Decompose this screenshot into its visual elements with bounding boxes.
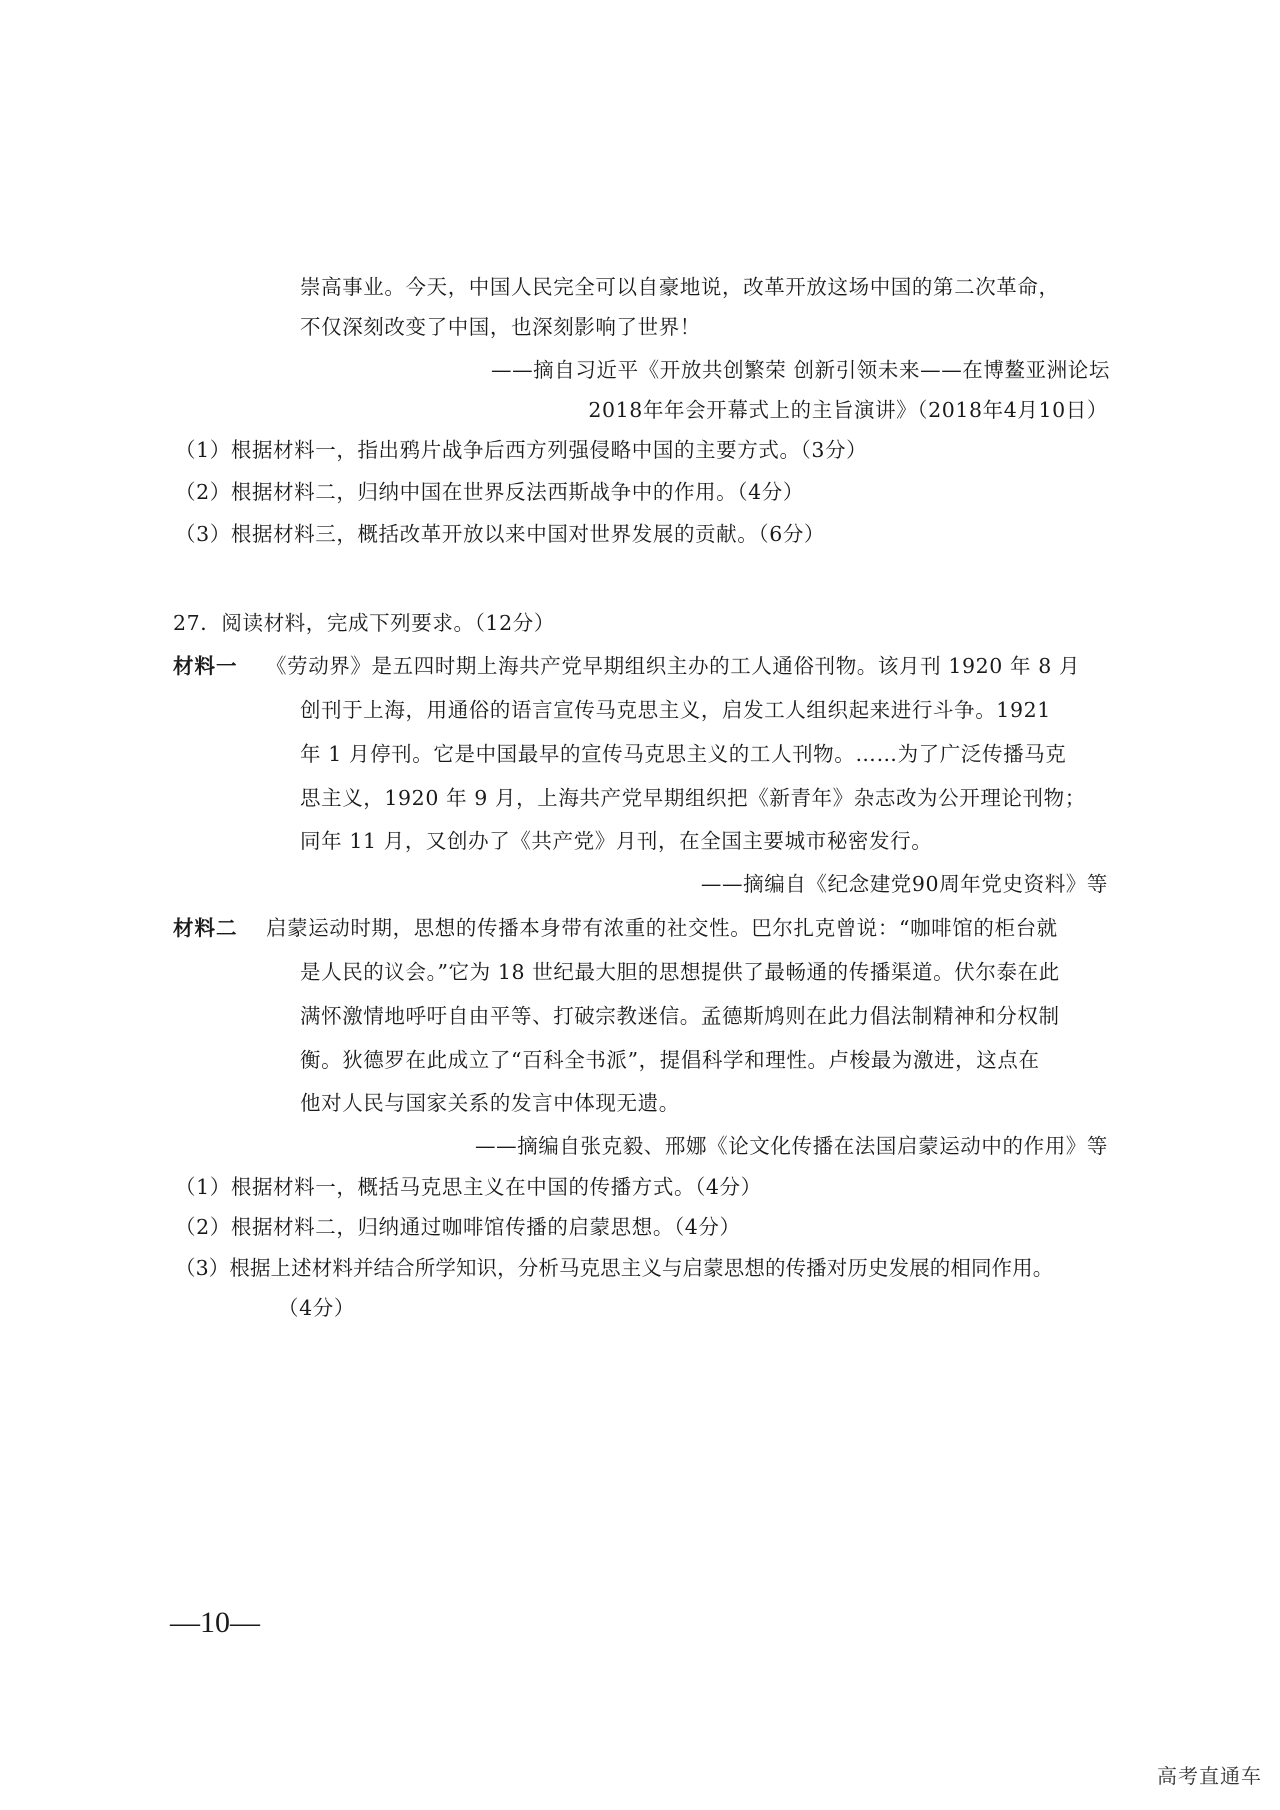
q26-text-line-2: 不仅深刻改变了中国，也深刻影响了世界！ [300,315,701,339]
material-1-line-2: 创刊于上海，用通俗的语言宣传马克思主义，启发工人组织起来进行斗争。1921 [300,698,1051,722]
q26-source-line-2: 2018年年会开幕式上的主旨演讲》（2018年4月10日） [588,398,1108,422]
q27-question-1: （1）根据材料一，概括马克思主义在中国的传播方式。（4分） [175,1175,762,1199]
material-2-line-1: 启蒙运动时期，思想的传播本身带有浓重的社交性。巴尔扎克曾说：“咖啡馆的柜台就 [266,916,1058,940]
q27-question-2: （2）根据材料二，归纳通过咖啡馆传播的启蒙思想。（4分） [175,1215,741,1239]
material-2-label: 材料二 [173,916,238,940]
material-1-line-3: 年 1 月停刊。它是中国最早的宣传马克思主义的工人刊物。……为了广泛传播马克 [300,742,1067,766]
material-1-source: ——摘编自《纪念建党90周年党史资料》等 [700,872,1108,896]
material-1-line-4: 思主义，1920 年 9 月，上海共产党早期组织把《新青年》杂志改为公开理论刊物； [300,786,1086,810]
material-2-line-4: 衡。狄德罗在此成立了“百科全书派”，提倡科学和理性。卢梭最为激进，这点在 [300,1048,1040,1072]
q27-heading: 27．阅读材料，完成下列要求。（12分） [173,611,555,635]
q26-question-2: （2）根据材料二，归纳中国在世界反法西斯战争中的作用。（4分） [175,480,804,504]
page-number: —10— [170,1606,260,1639]
q26-question-3: （3）根据材料三，概括改革开放以来中国对世界发展的贡献。（6分） [175,522,826,546]
q27-question-3-score: （4分） [278,1296,355,1320]
material-2-source: ——摘编自张克毅、邢娜《论文化传播在法国启蒙运动中的作用》等 [475,1134,1108,1158]
q26-text-line-1: 崇高事业。今天，中国人民完全可以自豪地说，改革开放这场中国的第二次革命， [300,275,1060,299]
watermark-text: 高考直通车 [1157,1764,1262,1788]
material-1-label: 材料一 [173,654,238,678]
material-2-line-2: 是人民的议会。”它为 18 世纪最大胆的思想提供了最畅通的传播渠道。伏尔泰在此 [300,960,1060,984]
material-2-line-5: 他对人民与国家关系的发言中体现无遗。 [300,1091,680,1115]
material-1-line-5: 同年 11 月，又创办了《共产党》月刊，在全国主要城市秘密发行。 [300,829,933,853]
material-1-line-1: 《劳动界》是五四时期上海共产党早期组织主办的工人通俗刊物。该月刊 1920 年 8 月 [266,654,1081,678]
q27-question-3: （3）根据上述材料并结合所学知识，分析马克思主义与启蒙思想的传播对历史发展的相同作用。 [175,1256,1054,1280]
q26-source-line-1: ——摘自习近平《开放共创繁荣 创新引领未来——在博鳌亚洲论坛 [490,358,1110,382]
material-2-line-3: 满怀激情地呼吁自由平等、打破宗教迷信。孟德斯鸠则在此力倡法制精神和分权制 [300,1004,1060,1028]
q26-question-1: （1）根据材料一，指出鸦片战争后西方列强侵略中国的主要方式。（3分） [175,438,868,462]
